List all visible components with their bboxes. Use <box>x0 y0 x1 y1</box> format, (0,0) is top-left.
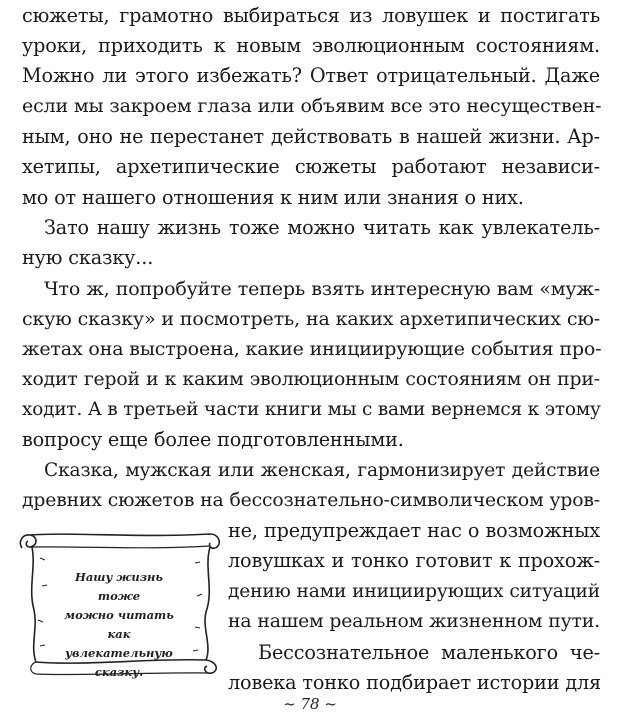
text-line-5: ным, оно не перестанет действовать в нашей жизни. Ар- <box>22 125 600 148</box>
text-line-6: хетипы, архетипические сюжеты работают независи- <box>22 155 600 178</box>
text-line-13: ходит герой и к каким эволюционным состояниям он при- <box>22 369 600 390</box>
text-line-20: дению нами инициирующих ситуаций <box>228 581 600 602</box>
text-line-16: Сказка, мужская или женская, гармонизирует действие <box>44 460 600 481</box>
text-line-22: Бессознательное маленького че- <box>258 641 600 664</box>
page-number: ~ 78 ~ <box>283 695 337 713</box>
text-line-7: мо от нашего отношения к ним или знания о них. <box>22 186 524 209</box>
text-line-2: уроки, приходить к новым эволюционным состояниям. <box>22 34 600 57</box>
scroll-line-3: увлекательную <box>65 646 173 660</box>
scroll-line-2: можно читать как <box>64 608 174 641</box>
text-line-10: Что ж, попробуйте теперь взять интересную вам «муж- <box>44 278 600 300</box>
text-line-18: не, предупреждает нас о возможных <box>228 519 600 542</box>
text-line-8: Зато нашу жизнь тоже можно читать как увлекатель- <box>44 216 600 239</box>
text-line-14: ходит. А в третьей части книги мы с вами вернемся к этому <box>22 399 601 420</box>
text-line-4: если мы закроем глаза или объявим все это несуществен- <box>22 95 602 117</box>
text-line-23: ловека тонко подбирает истории для <box>228 671 601 694</box>
scroll-line-4: сказку. <box>94 665 144 679</box>
text-line-1: сюжеты, грамотно выбираться из ловушек и постигать <box>22 4 600 27</box>
text-line-15: вопросу еще более подготовленными. <box>22 428 404 451</box>
scroll-callout <box>14 528 226 678</box>
text-line-21: на нашем реальном жизненном пути. <box>228 611 600 632</box>
text-line-11: скую сказку» и посмотреть, на каких архетипических сю- <box>22 308 600 330</box>
scroll-callout-text <box>54 568 184 682</box>
text-line-3: Можно ли этого избежать? Ответ отрицательный. Даже <box>22 64 600 87</box>
text-line-17: древних сюжетов на бессознательно-символическом уров- <box>22 490 600 511</box>
scroll-line-1: Нашу жизнь тоже <box>74 570 164 603</box>
text-line-12: жетах она выстроена, какие инициирующие события про- <box>22 338 602 360</box>
text-line-9: ную сказку... <box>22 246 154 269</box>
text-line-19: ловушках и тонко готовит к прохож- <box>228 549 600 572</box>
